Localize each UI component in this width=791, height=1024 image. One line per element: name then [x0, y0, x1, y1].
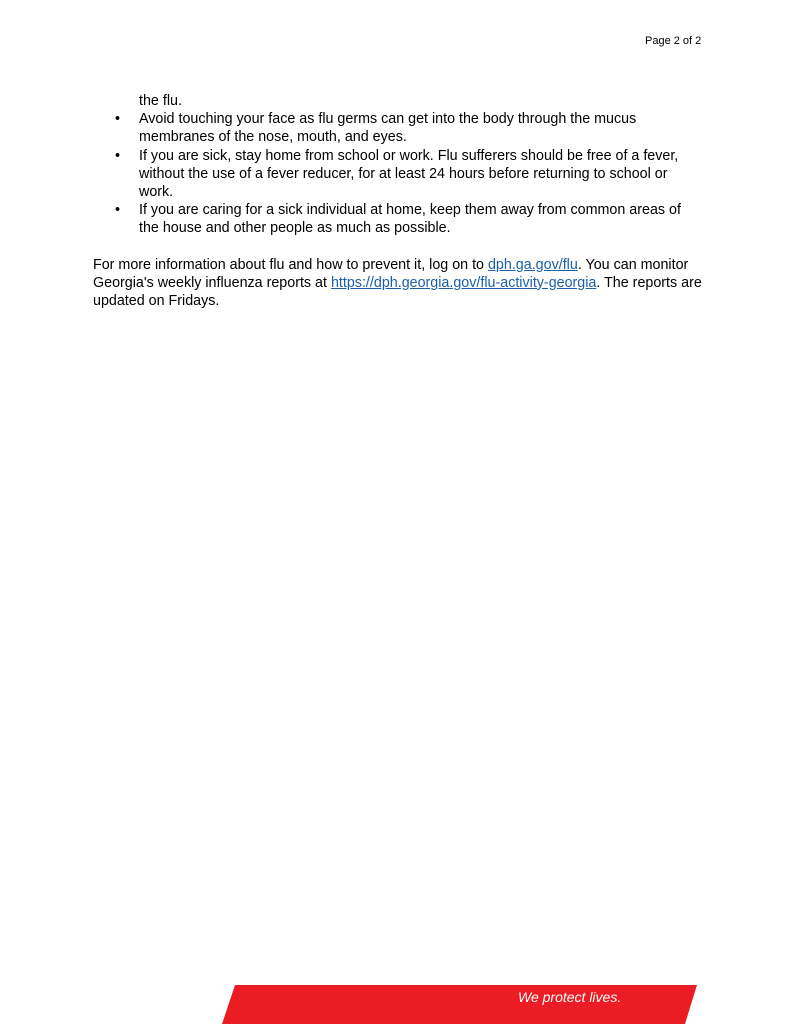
page-number: Page 2 of 2: [645, 35, 702, 47]
footer-tagline: We protect lives.: [518, 989, 622, 1005]
list-item-line: Avoid touching your face as flu germs can get into the body through the mucus: [139, 111, 637, 128]
footer-banner: [222, 985, 697, 1024]
paragraph-text: . The reports are updated on Fridays.: [93, 274, 702, 310]
list-item: [93, 110, 703, 146]
bullet-icon: •: [115, 111, 121, 128]
list-item-line: membranes of the nose, mouth, and eyes.: [139, 129, 407, 146]
list-item: [93, 147, 703, 202]
info-paragraph: [93, 256, 703, 311]
document-body: [93, 92, 703, 310]
continued-text: the flu.: [139, 93, 182, 109]
flu-info-link[interactable]: dph.ga.gov/flu: [487, 256, 578, 273]
list-item: [93, 201, 703, 237]
list-item-line: If you are caring for a sick individual at home, keep them away from common areas of: [139, 202, 681, 219]
list-item-line: If you are sick, stay home from school or work. Flu sufferers should be free of a fever,: [139, 147, 679, 164]
bullet-icon: •: [115, 202, 121, 219]
list-item-line: without the use of a fever reducer, for at least 24 hours before returning to school or: [139, 165, 668, 182]
list-item-line: work.: [139, 184, 174, 201]
bullet-icon: •: [115, 147, 121, 164]
list-item-line: the house and other people as much as possible.: [139, 220, 451, 237]
paragraph-text: . You can monitor Georgia's weekly influenza reports at: [93, 256, 689, 291]
paragraph-text: For more information about flu and how to prevent it, log on to: [93, 256, 488, 273]
bullet-list: [93, 110, 703, 237]
flu-activity-link[interactable]: https://dph.georgia.gov/flu-activity-georgia: [330, 274, 597, 291]
